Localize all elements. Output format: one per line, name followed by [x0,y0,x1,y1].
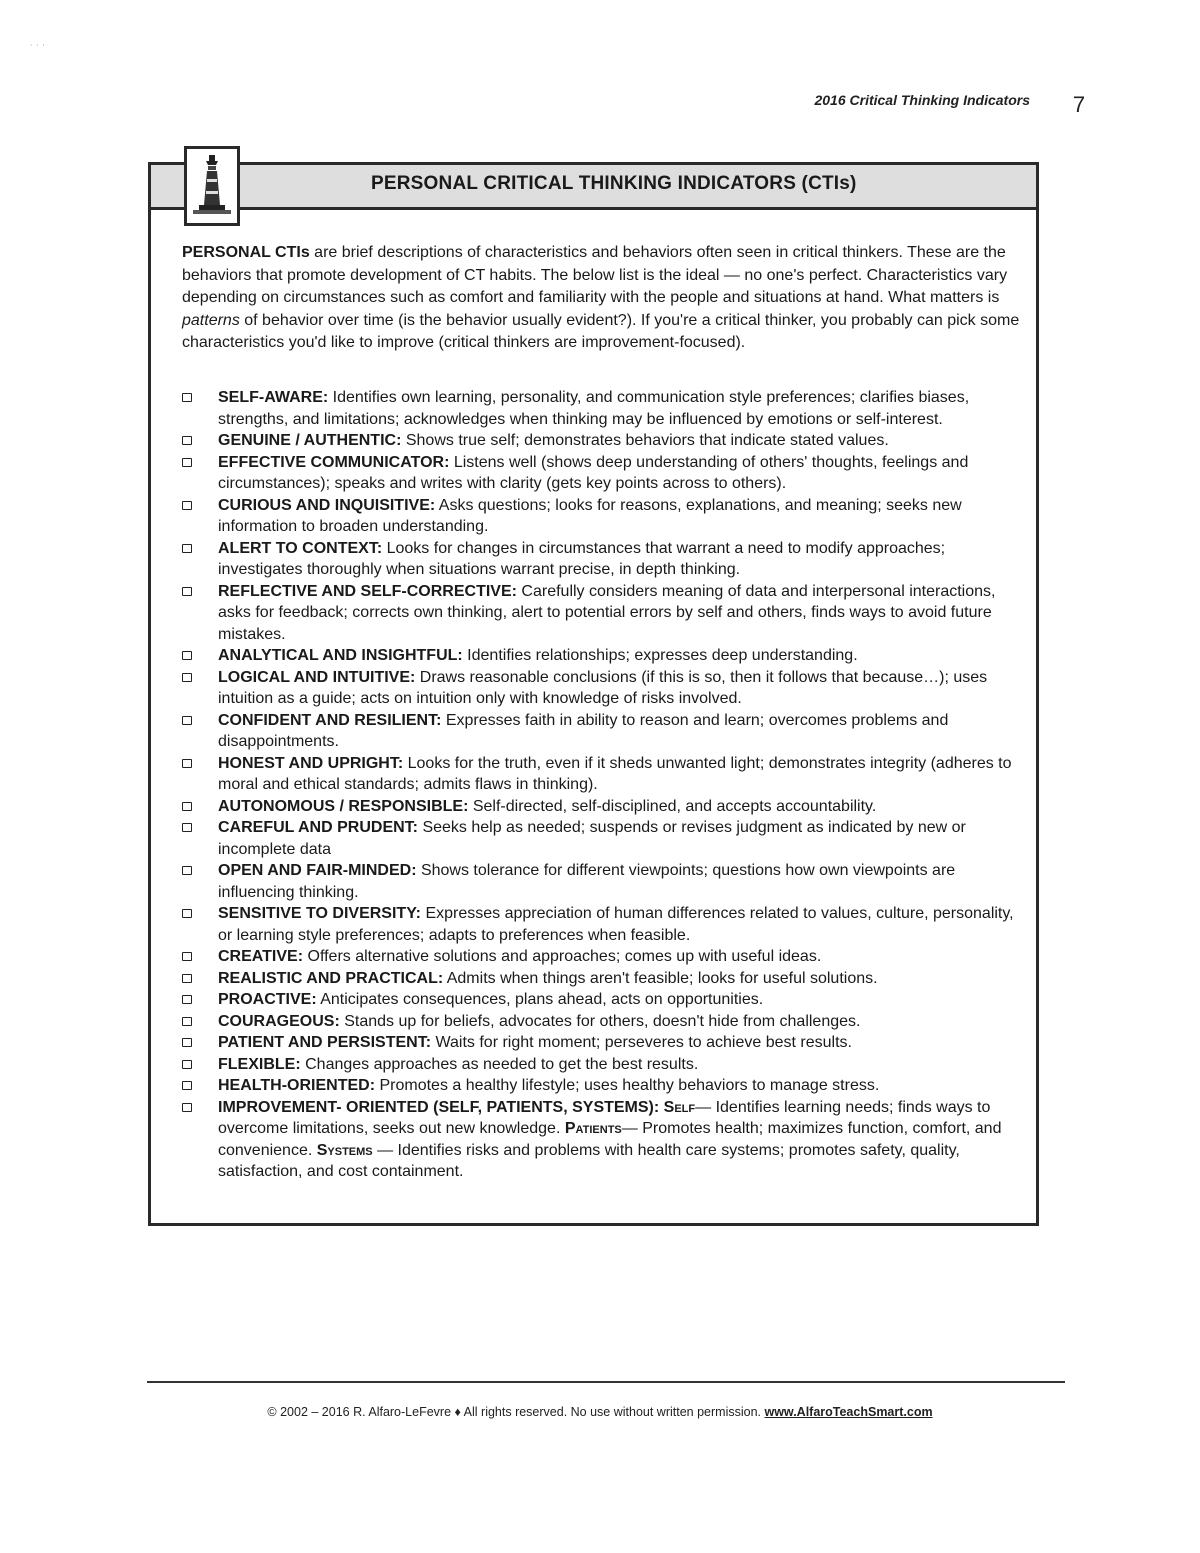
list-item [182,452,1030,495]
list-item [182,387,1030,430]
list-item [182,796,1030,818]
item-term: GENUINE / AUTHENTIC: [218,432,402,449]
item-desc: Identifies own learning, personality, and communication style preferences; clarifies biases, strengths, and limitations; acknowledges when thinking may be influenced by emotions or self-interest. [218,389,970,428]
list-item [182,903,1030,946]
checkbox[interactable] [182,1081,192,1090]
desc-self: — Identifies learning needs; finds ways to overcome limitations, seeks out new knowledge. [218,1098,991,1137]
scan-speck: ˙ ˙ ˙ [30,44,46,55]
list-item [182,968,1030,990]
footer-link[interactable]: www.AlfaroTeachSmart.com [764,1405,933,1419]
item-term: REALISTIC AND PRACTICAL: [218,969,444,987]
item-term: IMPROVEMENT- ORIENTED (SELF, PATIENTS, SYSTEMS): [218,1098,660,1116]
list-item [182,1054,1030,1076]
checkbox[interactable] [182,436,192,445]
intro-lead: PERSONAL CTIs [182,244,310,261]
label-systems: Systems [316,1141,373,1159]
checkbox[interactable] [182,802,192,811]
list-item [182,538,1030,581]
item-term: AUTONOMOUS / RESPONSIBLE: [218,797,469,815]
item-desc: Changes approaches as needed to get the best results. [300,1055,699,1073]
list-item [182,645,1030,667]
item-term: CURIOUS AND INQUISITIVE: [218,496,436,514]
box-title-bar [151,165,1036,210]
list-item [182,581,1030,646]
intro-emphasis: patterns [182,311,240,329]
label-patients: Patients [564,1120,622,1137]
item-term: ALERT TO CONTEXT: [218,539,383,557]
item-term: OPEN AND FAIR-MINDED: [218,862,417,879]
list-item [182,989,1030,1011]
item-term: SELF-AWARE: [218,389,329,406]
list-item [182,1011,1030,1033]
checkbox[interactable] [182,587,192,596]
item-term: FLEXIBLE: [218,1055,301,1073]
item-desc: Draws reasonable conclusions (if this is so, then it follows that because…); uses intuition as a guide; acts on intuition only with knowledge of risks involved. [218,668,988,707]
label-self: Self [663,1098,696,1116]
item-desc: Admits when things aren't feasible; looks for useful solutions. [443,969,878,987]
item-term: REFLECTIVE AND SELF-CORRECTIVE: [218,582,517,600]
list-item [182,495,1030,538]
item-term: PROACTIVE: [218,991,317,1008]
item-desc: Listens well (shows deep understanding of others' thoughts, feelings and circumstances); speaks and writes with clarity (gets key points across to others). [218,453,969,492]
item-desc: Promotes a healthy lifestyle; uses healthy behaviors to manage stress. [375,1077,880,1094]
item-desc: Carefully considers meaning of data and interpersonal interactions, asks for feedback; corrects own thinking, alert to potential errors by self and others, finds ways to avoid future mistakes. [218,582,996,643]
item-desc: Looks for changes in circumstances that warrant a need to modify approaches; investigates thoroughly when situations warrant precise, in depth thinking. [218,539,946,578]
checkbox[interactable] [182,995,192,1004]
item-term: HEALTH-ORIENTED: [218,1077,376,1094]
item-term: CAREFUL AND PRUDENT: [218,819,418,836]
checkbox[interactable] [182,1103,192,1112]
item-desc: Identifies relationships; expresses deep understanding. [462,647,858,664]
item-term: ANALYTICAL AND INSIGHTFUL: [218,647,463,664]
list-item [182,667,1030,710]
item-desc: Seeks help as needed; suspends or revises judgment as indicated by new or incomplete data [218,819,966,858]
footer-copyright: © 2002 – 2016 R. Alfaro-LeFevre ♦ All rights reserved. No use without written permission. [267,1405,765,1419]
item-desc: Asks questions; looks for reasons, explanations, and meaning; seeks new information to broaden understanding. [218,496,962,535]
checkbox[interactable] [182,501,192,510]
box-title: PERSONAL CRITICAL THINKING INDICATORS (CTIs) [371,173,857,194]
checkbox[interactable] [182,716,192,725]
item-desc: Anticipates consequences, plans ahead, acts on opportunities. [316,991,764,1008]
list-item [182,1097,1030,1183]
item-desc: Looks for the truth, even if it sheds unwanted light; demonstrates integrity (adheres to moral and ethical standards; admits flaws in thinking). [218,754,1012,793]
checkbox[interactable] [182,1038,192,1047]
intro-text-1: are brief descriptions of characteristics and behaviors often seen in critical thinkers. These are the behaviors that promote development of CT habits. The below list is the ideal — no one's perfect. Characteristics vary depending on circumstances such as comfort and familiarity with the people and situations at hand. What matters is [182,244,1008,307]
item-desc: Shows tolerance for different viewpoints; questions how own viewpoints are influencing thinking. [218,862,956,901]
checkbox[interactable] [182,823,192,832]
checkbox[interactable] [182,952,192,961]
item-term: CREATIVE: [218,948,304,965]
checkbox[interactable] [182,1060,192,1069]
item-term: LOGICAL AND INTUITIVE: [218,668,416,686]
list-item [182,817,1030,860]
checkbox[interactable] [182,1017,192,1026]
checkbox[interactable] [182,759,192,768]
list-item [182,860,1030,903]
running-title: 2016 Critical Thinking Indicators [814,92,1030,108]
item-desc: Offers alternative solutions and approaches; comes up with useful ideas. [303,948,822,965]
item-term: CONFIDENT AND RESILIENT: [218,711,442,729]
item-desc: Shows true self; demonstrates behaviors that indicate stated values. [401,432,889,449]
checkbox[interactable] [182,544,192,553]
intro-text-2: of behavior over time (is the behavior usually evident?). If you're a critical thinker, you probably can pick some characteristics you'd like to improve (critical thinkers are improvement-focused). [182,311,1020,352]
desc-patients: — Promotes health; maximizes function, comfort, and convenience. [218,1120,1002,1159]
item-desc: Expresses faith in ability to reason and learn; overcomes problems and disappointments. [218,711,949,750]
item-term: EFFECTIVE COMMUNICATOR: [218,453,450,471]
list-item [182,946,1030,968]
item-desc: Expresses appreciation of human differences related to values, culture, personality, or learning style preferences; adapts to preferences when feasible. [218,905,1014,944]
intro-paragraph [182,242,1030,355]
checkbox[interactable] [182,673,192,682]
checkbox[interactable] [182,909,192,918]
lighthouse-icon [184,146,240,226]
list-item [182,430,1030,452]
checkbox[interactable] [182,974,192,983]
checkbox[interactable] [182,866,192,875]
item-desc: Stands up for beliefs, advocates for others, doesn't hide from challenges. [339,1012,861,1030]
list-item [182,1075,1030,1097]
item-desc: Waits for right moment; perseveres to achieve best results. [431,1034,852,1051]
item-term: HONEST AND UPRIGHT: [218,754,404,772]
list-item [182,753,1030,796]
item-term: PATIENT AND PERSISTENT: [218,1034,432,1051]
item-term: SENSITIVE TO DIVERSITY: [218,905,421,922]
desc-systems: — Identifies risks and problems with health care systems; promotes safety, quality, satisfaction, and cost containment. [218,1141,960,1180]
checkbox[interactable] [182,458,192,467]
footer-divider [147,1381,1065,1383]
list-item [182,710,1030,753]
cti-checklist [182,387,1030,1183]
checkbox[interactable] [182,651,192,660]
checkbox[interactable] [182,393,192,402]
item-desc: Self-directed, self-disciplined, and accepts accountability. [468,797,877,815]
page-number: 7 [1072,92,1086,117]
list-item [182,1032,1030,1054]
item-term: COURAGEOUS: [218,1012,340,1030]
footer [0,1405,1200,1419]
